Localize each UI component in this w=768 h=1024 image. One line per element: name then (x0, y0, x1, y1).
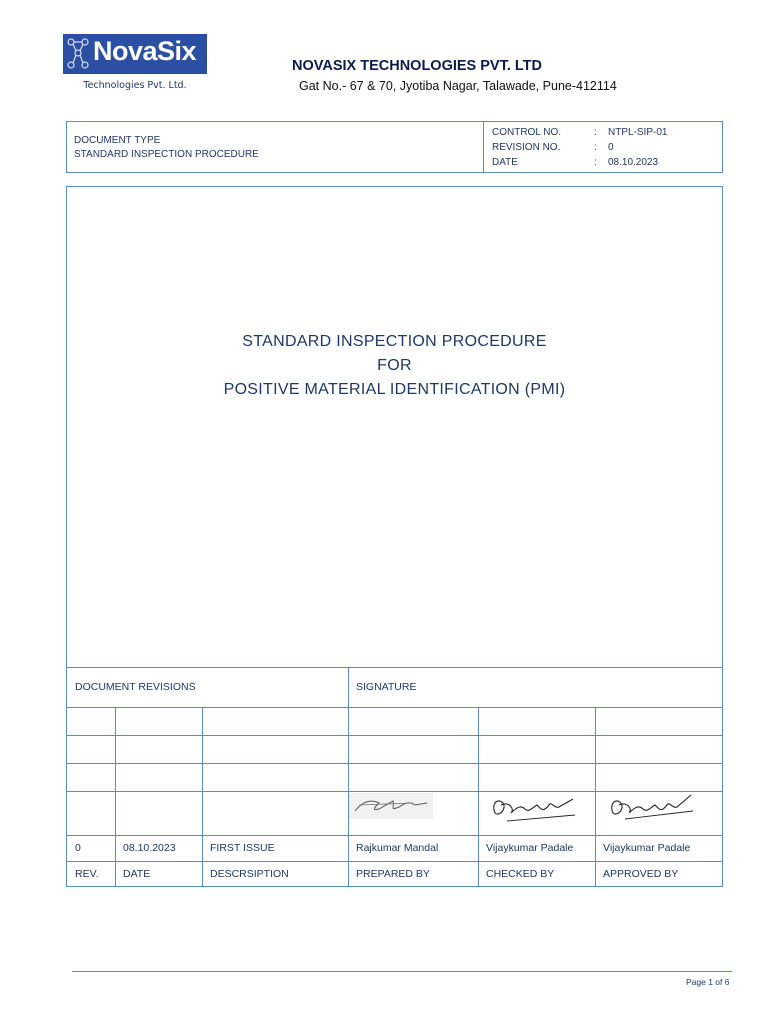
document-type-label: DOCUMENT TYPE (74, 135, 161, 146)
company-name: NOVASIX TECHNOLOGIES PVT. LTD (292, 58, 543, 74)
column-rev: REV. (75, 868, 99, 880)
table-column-divider (595, 707, 596, 886)
table-row-divider (67, 835, 722, 836)
table-column-divider (202, 707, 203, 886)
company-logo (63, 34, 207, 96)
revision-number-value: 0 (608, 142, 614, 153)
approved-by-signature (605, 791, 701, 827)
document-revisions-label: DOCUMENT REVISIONS (75, 681, 196, 693)
table-row-divider (67, 861, 722, 862)
logo-wordmark: NovaSix (93, 36, 197, 66)
column-approved-by: APPROVED BY (603, 868, 679, 880)
company-address: Gat No.- 67 & 70, Jyotiba Nagar, Talawade, Pune-412114 (299, 79, 617, 93)
table-row-divider (67, 707, 722, 708)
logo-subtitle: Technologies Pvt. Ltd. (83, 80, 187, 91)
title-line-3: POSITIVE MATERIAL IDENTIFICATION (PMI) (223, 381, 566, 398)
table-top-border (67, 667, 722, 668)
document-type-cell (67, 122, 484, 172)
revision-number-label: REVISION NO. (492, 142, 561, 153)
entry-date: 08.10.2023 (123, 842, 176, 854)
table-row-divider (67, 735, 722, 736)
entry-approved-by: Vijaykumar Padale (603, 842, 691, 854)
table-column-divider (348, 667, 349, 886)
page-number: Page 1 of 6 (686, 977, 730, 987)
revision-number-sep: : (594, 142, 597, 153)
control-number-label: CONTROL NO. (492, 127, 562, 138)
title-line-1: STANDARD INSPECTION PROCEDURE (242, 333, 547, 350)
column-checked-by: CHECKED BY (486, 868, 555, 880)
title-line-2: FOR (377, 357, 412, 374)
signature-label: SIGNATURE (356, 681, 417, 693)
document-header-box (66, 121, 723, 173)
entry-prepared-by: Rajkumar Mandal (356, 842, 439, 854)
prepared-by-signature (349, 791, 435, 823)
entry-checked-by: Vijaykumar Padale (486, 842, 574, 854)
document-type-value: STANDARD INSPECTION PROCEDURE (74, 149, 259, 160)
column-prepared-by: PREPARED BY (356, 868, 430, 880)
control-number-sep: : (594, 127, 597, 138)
checked-by-signature (487, 791, 583, 827)
table-column-divider (115, 707, 116, 886)
cover-page-box (66, 186, 723, 887)
table-column-divider (478, 707, 479, 886)
column-description: DESCRSIPTION (210, 868, 289, 880)
molecule-icon (65, 36, 93, 72)
entry-rev: 0 (75, 842, 81, 854)
date-sep: : (594, 157, 597, 168)
footer-divider (72, 971, 732, 972)
column-date: DATE (123, 868, 151, 880)
date-label: DATE (492, 157, 518, 168)
entry-description: FIRST ISSUE (210, 842, 275, 854)
table-row-divider (67, 763, 722, 764)
control-number-value: NTPL-SIP-01 (608, 127, 668, 138)
date-value: 08.10.2023 (608, 157, 659, 168)
